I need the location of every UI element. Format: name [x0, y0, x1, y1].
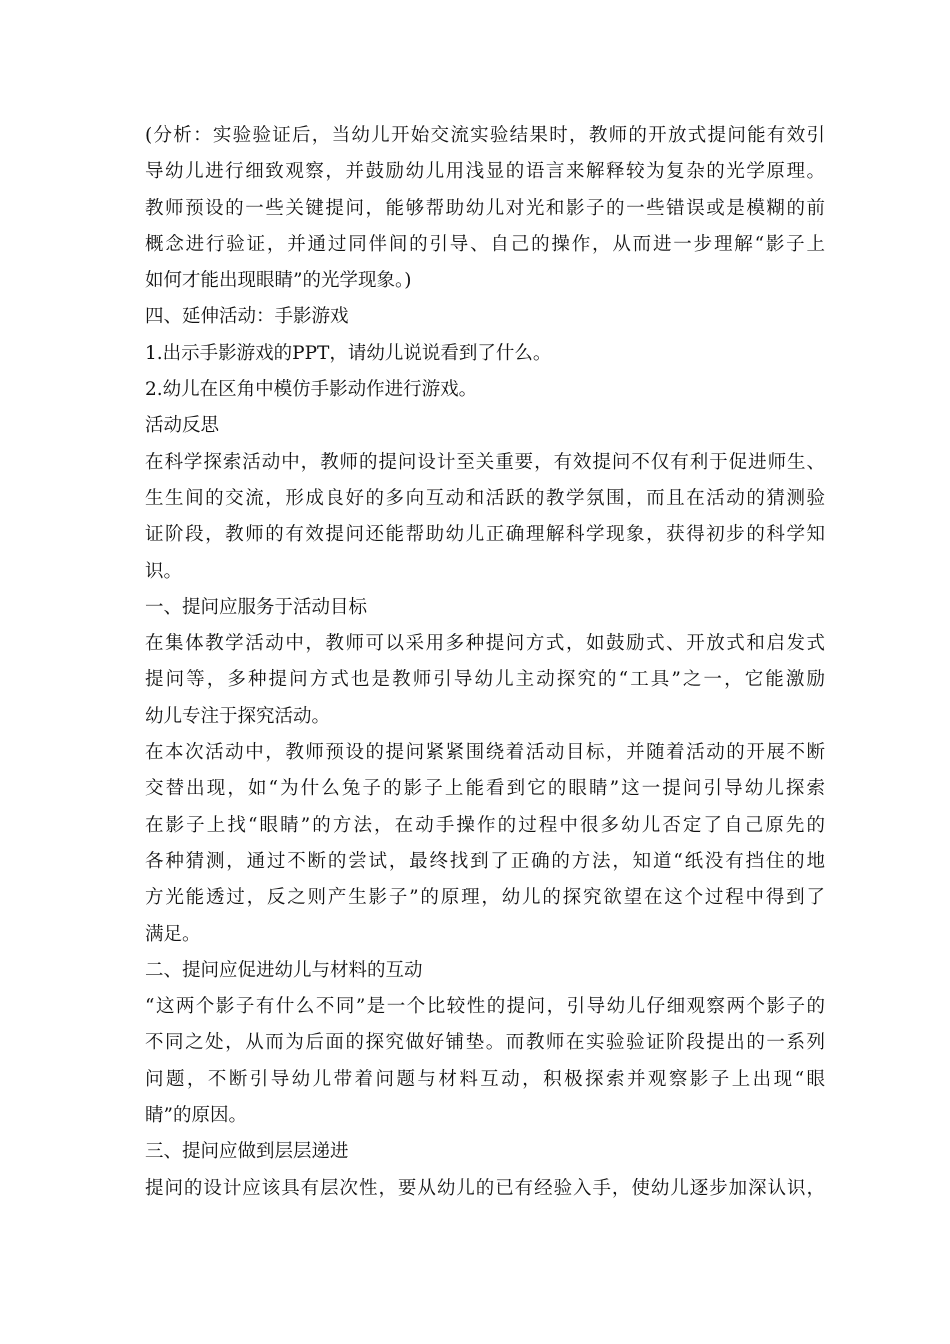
- text-line: 问题，不断引导幼儿带着问题与材料互动，积极探索并观察影子上出现“眼: [145, 1068, 825, 1090]
- text-line: 幼儿专注于探究活动。: [145, 705, 331, 727]
- text-line: 提问的设计应该具有层次性，要从幼儿的已有经验入手，使幼儿逐步加深认识，: [145, 1177, 825, 1199]
- text-line: 交替出现，如“为什么兔子的影子上能看到它的眼睛”这一提问引导幼儿探索: [145, 778, 825, 800]
- text-line: 识。: [145, 560, 183, 582]
- text-line: 证阶段，教师的有效提问还能帮助幼儿正确理解科学现象，获得初步的科学知: [145, 524, 825, 546]
- text-line: 如何才能出现眼睛”的光学现象。): [145, 270, 412, 292]
- text-line: 满足。: [145, 923, 201, 945]
- text-line: 2.幼儿在区角中模仿手影动作进行游戏。: [145, 379, 478, 401]
- text-line: “这两个影子有什么不同”是一个比较性的提问，引导幼儿仔细观察两个影子的: [145, 996, 825, 1018]
- text-line: 1.出示手影游戏的PPT，请幼儿说说看到了什么。: [145, 342, 552, 364]
- text-line: 不同之处，从而为后面的探究做好铺垫。而教师在实验验证阶段提出的一系列: [145, 1032, 825, 1054]
- text-line: 教师预设的一些关键提问，能够帮助幼儿对光和影子的一些错误或是模糊的前: [145, 197, 825, 219]
- text-line: 睛”的原因。: [145, 1105, 247, 1127]
- text-line: 各种猜测，通过不断的尝试，最终找到了正确的方法，知道“纸没有挡住的地: [145, 850, 825, 872]
- text-line: 在科学探索活动中，教师的提问设计至关重要，有效提问不仅有利于促进师生、: [145, 451, 825, 473]
- text-line: 四、延伸活动：手影游戏: [145, 306, 349, 328]
- document-body: [145, 118, 825, 1207]
- text-line: 概念进行验证，并通过同伴间的引导、自己的操作，从而进一步理解“影子上: [145, 233, 825, 255]
- text-line: 一、提问应服务于活动目标: [145, 596, 368, 618]
- text-line: 三、提问应做到层层递进: [145, 1141, 349, 1163]
- text-line: 提问等，多种提问方式也是教师引导幼儿主动探究的“工具”之一，它能激励: [145, 669, 825, 691]
- text-line: 活动反思: [145, 415, 220, 437]
- text-line: 在集体教学活动中，教师可以采用多种提问方式，如鼓励式、开放式和启发式: [145, 633, 825, 655]
- text-line: 在影子上找“眼睛”的方法，在动手操作的过程中很多幼儿否定了自己原先的: [145, 814, 825, 836]
- text-line: (分析：实验验证后，当幼儿开始交流实验结果时，教师的开放式提问能有效引: [145, 125, 825, 146]
- text-line: 二、提问应促进幼儿与材料的互动: [145, 959, 423, 981]
- text-line: 方光能透过，反之则产生影子”的原理，幼儿的探究欲望在这个过程中得到了: [145, 887, 825, 909]
- text-line: 在本次活动中，教师预设的提问紧紧围绕着活动目标，并随着活动的开展不断: [145, 742, 825, 764]
- text-line: 导幼儿进行细致观察，并鼓励幼儿用浅显的语言来解释较为复杂的光学原理。: [145, 161, 825, 183]
- text-line: 生生间的交流，形成良好的多向互动和活跃的教学氛围，而且在活动的猜测验: [145, 487, 825, 509]
